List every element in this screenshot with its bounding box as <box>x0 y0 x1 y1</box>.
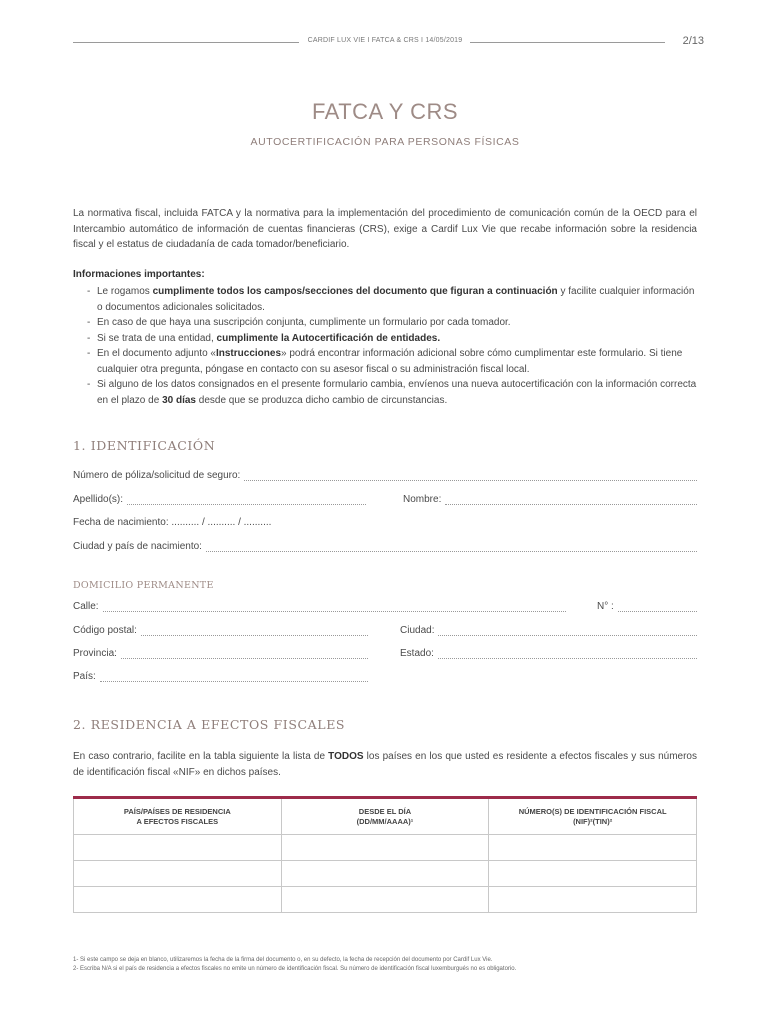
surname-label: Apellido(s): <box>73 494 124 505</box>
page-number: 2/13 <box>682 35 704 47</box>
info-item: - Si alguno de los datos consignados en el presente formulario cambia, envíenos una nueva autocertificación con la información correcta en el plazo de 30 días desde que se produzca dicho cambio de circunstancias. <box>87 377 697 408</box>
house-number-field[interactable] <box>597 601 697 612</box>
policy-number-field[interactable] <box>73 470 697 481</box>
column-header-country: PAÍS/PAÍSES DE RESIDENCIA A EFECTOS FISCALES <box>74 798 282 835</box>
country-cell[interactable] <box>74 887 282 913</box>
country-field[interactable] <box>73 671 368 682</box>
street-label: Calle: <box>73 601 99 612</box>
info-item: - Le rogamos cumplimente todos los campos/secciones del documento que figuran a continuación y facilite cualquier información o documentos adicionales solicitados. <box>87 284 697 315</box>
city-label: Ciudad: <box>400 625 435 636</box>
tin-cell[interactable] <box>489 861 697 887</box>
postal-code-line[interactable] <box>141 626 368 636</box>
section-2-text: En caso contrario, facilite en la tabla siguiente la lista de TODOS los países en los que usted es residente a efectos fiscales y sus números de identificación fiscal «NIF» en dichos países. <box>73 751 697 778</box>
surname-field[interactable] <box>73 494 366 505</box>
date-cell[interactable] <box>281 887 489 913</box>
table-row <box>74 835 697 861</box>
city-field[interactable] <box>400 625 697 636</box>
house-number-line[interactable] <box>618 602 697 612</box>
footnote-2: 2- Escriba N/A si el país de residencia a efectos fiscales no emite un número de identificación fiscal. Su número de identificación fiscal luxemburgués no es obligatorio. <box>73 966 517 972</box>
policy-number-line[interactable] <box>244 471 697 481</box>
column-header-date: DESDE EL DÍA (DD/MM/AAAA)¹ <box>281 798 489 835</box>
surname-line[interactable] <box>127 495 366 505</box>
city-line[interactable] <box>438 626 697 636</box>
state-field[interactable] <box>400 648 697 659</box>
birthplace-field[interactable] <box>73 541 697 552</box>
name-field[interactable] <box>403 494 697 505</box>
province-label: Provincia: <box>73 648 117 659</box>
country-cell[interactable] <box>74 835 282 861</box>
address-heading: DOMICILIO PERMANENTE <box>73 580 214 591</box>
intro-paragraph: La normativa fiscal, incluida FATCA y la normativa para la implementación del procedimiento de comunicación común de la OECD para el Intercambio automático de información de cuentas financieras (CRS), exige a Cardif Lux Vie que recabe información sobre la residencia fiscal y el estatus de ciudadanía de cada tomador/beneficiario. <box>73 208 697 250</box>
tin-cell[interactable] <box>489 835 697 861</box>
street-line[interactable] <box>103 602 566 612</box>
date-cell[interactable] <box>281 861 489 887</box>
name-line[interactable] <box>445 495 697 505</box>
country-label: País: <box>73 671 96 682</box>
street-field[interactable] <box>73 601 566 612</box>
footnote-1: 1- Si este campo se deja en blanco, utilizaremos la fecha de la firma del documento o, en su defecto, la fecha de recepción del documento por Cardif Lux Vie. <box>73 957 493 963</box>
state-line[interactable] <box>438 649 697 659</box>
info-item: - En el documento adjunto «Instrucciones» podrá encontrar información adicional sobre cómo cumplimentar este formulario. Si tiene cualquier otra pregunta, póngase en contacto con su asesor fiscal o su administración fiscal local. <box>87 346 697 377</box>
province-line[interactable] <box>121 649 368 659</box>
info-item: - Si se trata de una entidad, cumplimente la Autocertificación de entidades. <box>87 331 697 347</box>
column-header-tin: NÚMERO(S) DE IDENTIFICACIÓN FISCAL (NIF)²(TIN)² <box>489 798 697 835</box>
table-row <box>74 861 697 887</box>
header-rule-right <box>470 42 665 43</box>
state-label: Estado: <box>400 648 434 659</box>
info-item: - En caso de que haya una suscripción conjunta, cumplimente un formulario por cada tomador. <box>87 315 697 331</box>
page-title: FATCA Y CRS <box>311 99 459 124</box>
table-row <box>74 887 697 913</box>
section-2-heading: 2. RESIDENCIA A EFECTOS FISCALES <box>73 717 346 732</box>
running-head: CARDIF LUX VIE I FATCA & CRS I 14/05/2019 <box>307 37 463 44</box>
date-cell[interactable] <box>281 835 489 861</box>
birthplace-line[interactable] <box>206 542 697 552</box>
house-number-label: N° : <box>597 601 614 612</box>
policy-number-label: Número de póliza/solicitud de seguro: <box>73 470 241 481</box>
tax-residence-table <box>73 796 697 913</box>
postal-code-field[interactable] <box>73 625 368 636</box>
birthdate-field[interactable] <box>73 517 271 528</box>
name-label: Nombre: <box>403 494 442 505</box>
info-list <box>87 284 697 408</box>
section-1-heading: 1. IDENTIFICACIÓN <box>73 438 216 453</box>
birthplace-label: Ciudad y país de nacimiento: <box>73 541 202 552</box>
birthdate-label: Fecha de nacimiento: .......... / .......... / .......... <box>73 517 272 528</box>
postal-code-label: Código postal: <box>73 625 137 636</box>
page-subtitle: AUTOCERTIFICACIÓN PARA PERSONAS FÍSICAS <box>250 136 520 148</box>
tin-cell[interactable] <box>489 887 697 913</box>
province-field[interactable] <box>73 648 368 659</box>
info-heading: Informaciones importantes: <box>73 269 205 280</box>
country-cell[interactable] <box>74 861 282 887</box>
country-line[interactable] <box>100 672 368 682</box>
